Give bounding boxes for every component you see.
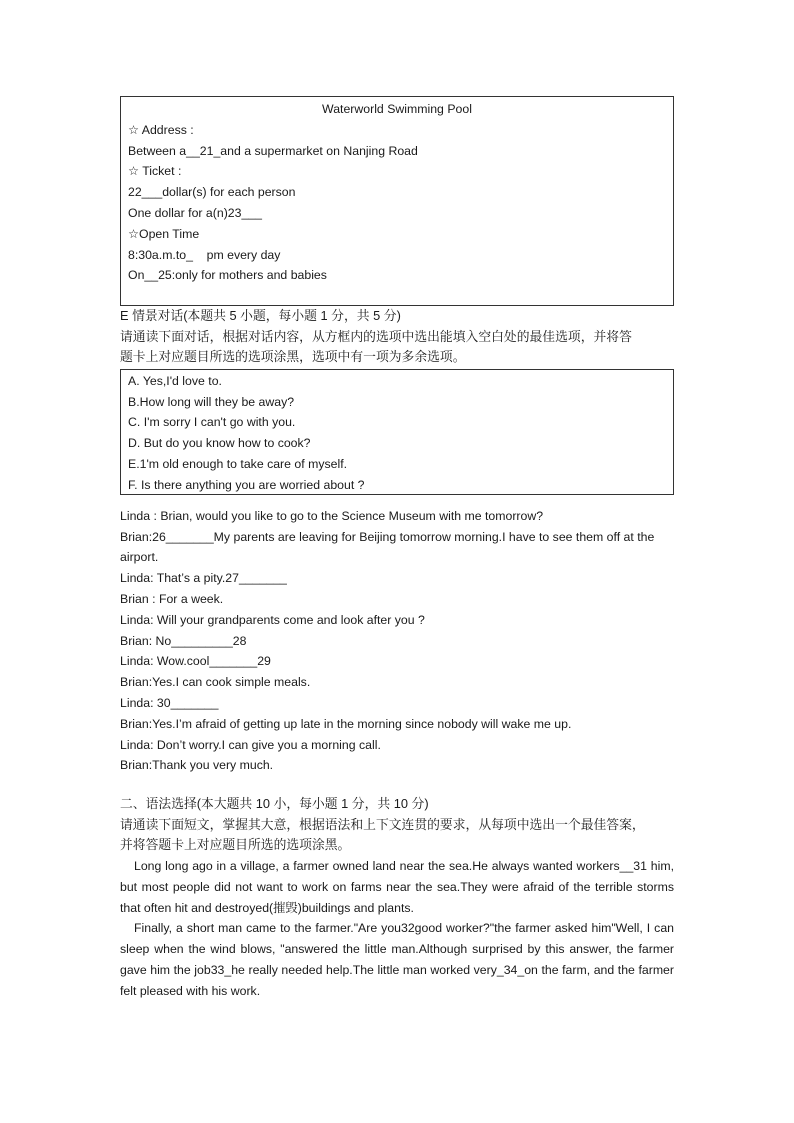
- section-e-instruction: 题卡上对应题目所选的选项涂黑，选项中有一项为多余选项。: [120, 349, 466, 365]
- dialogue-line: Linda: Don’t worry.I can give you a morning call.: [120, 737, 381, 752]
- pool-notice-title: Waterworld Swimming Pool: [322, 102, 472, 116]
- passage-paragraph: Long long ago in a village, a farmer owned land near the sea.He always wanted workers__31 him, but most people did not want to work on farms near the sea.They were afraid of the terrible storms that often hit and destroyed(摧毁)buildings and plants.: [120, 858, 674, 915]
- dialogue-line: Linda: 30_______: [120, 695, 219, 710]
- dialogue-line: Brian:26_______My parents are leaving for Beijing tomorrow morning.I have to see them off at the airport.: [120, 529, 655, 565]
- notice-line: ☆Open Time: [128, 226, 200, 241]
- section-e-instruction: 请通读下面对话，根据对话内容，从方框内的选项中选出能填入空白处的最佳选项，并将答: [120, 328, 632, 344]
- dialogue-line: Brian: No_________28: [120, 633, 247, 648]
- pool-notice-box: [120, 96, 674, 306]
- dialogue-line: Brian:Yes.I can cook simple meals.: [120, 675, 311, 690]
- dialogue-line: Linda: Wow.cool_______29: [120, 654, 271, 669]
- notice-line: One dollar for a(n)23___: [128, 205, 262, 220]
- dialogue-line: Linda: That’s a pity.27_______: [120, 571, 287, 586]
- notice-line: ☆ Address :: [128, 122, 194, 137]
- notice-line: 8:30a.m.to_ pm every day: [128, 247, 281, 262]
- notice-line: 22___dollar(s) for each person: [128, 185, 296, 200]
- section-2-instruction: 请通读下面短文，掌握其大意，根据语法和上下文连贯的要求，从每项中选出一个最佳答案，: [120, 816, 645, 832]
- notice-line: ☆ Ticket :: [128, 164, 182, 179]
- document-page: [120, 96, 674, 1002]
- dialogue-line: Linda : Brian, would you like to go to the Science Museum with me tomorrow?: [120, 508, 544, 523]
- section-e-heading: E 情景对话(本题共 5 小题，每小题 1 分，共 5 分): [120, 308, 401, 323]
- dialogue-line: Linda: Will your grandparents come and look after you ?: [120, 612, 425, 627]
- option-item: F. Is there anything you are worried about ?: [128, 477, 365, 492]
- notice-line: On__25:only for mothers and babies: [128, 268, 327, 283]
- section-2-instruction: 并将答题卡上对应题目所选的选项涂黑。: [120, 837, 351, 853]
- option-item: B.How long will they be away?: [128, 394, 295, 409]
- option-item: C. I'm sorry I can't go with you.: [128, 415, 296, 430]
- option-item: E.1'm old enough to take care of myself.: [128, 456, 348, 471]
- option-item: A. Yes,I'd love to.: [128, 373, 222, 388]
- dialogue-line: Brian:Yes.I’m afraid of getting up late in the morning since nobody will wake me up.: [120, 716, 572, 731]
- passage-paragraph: Finally, a short man came to the farmer."Are you32good worker?"the farmer asked him"Well, I can sleep when the wind blows, "answered the little man.Although surprised by this answer, the farmer gave him the job33_he really needed help.The little man worked very_34_on the farm, and the farmer felt pleased with his work.: [120, 921, 674, 998]
- notice-line: Between a__21_and a supermarket on Nanjing Road: [128, 143, 418, 158]
- option-item: D. But do you know how to cook?: [128, 436, 311, 451]
- section-2-heading: 二、语法选择(本大题共 10 小，每小题 1 分，共 10 分): [120, 796, 429, 812]
- dialogue-line: Brian:Thank you very much.: [120, 758, 274, 773]
- options-box: [120, 369, 674, 495]
- dialogue-line: Brian : For a week.: [120, 591, 224, 606]
